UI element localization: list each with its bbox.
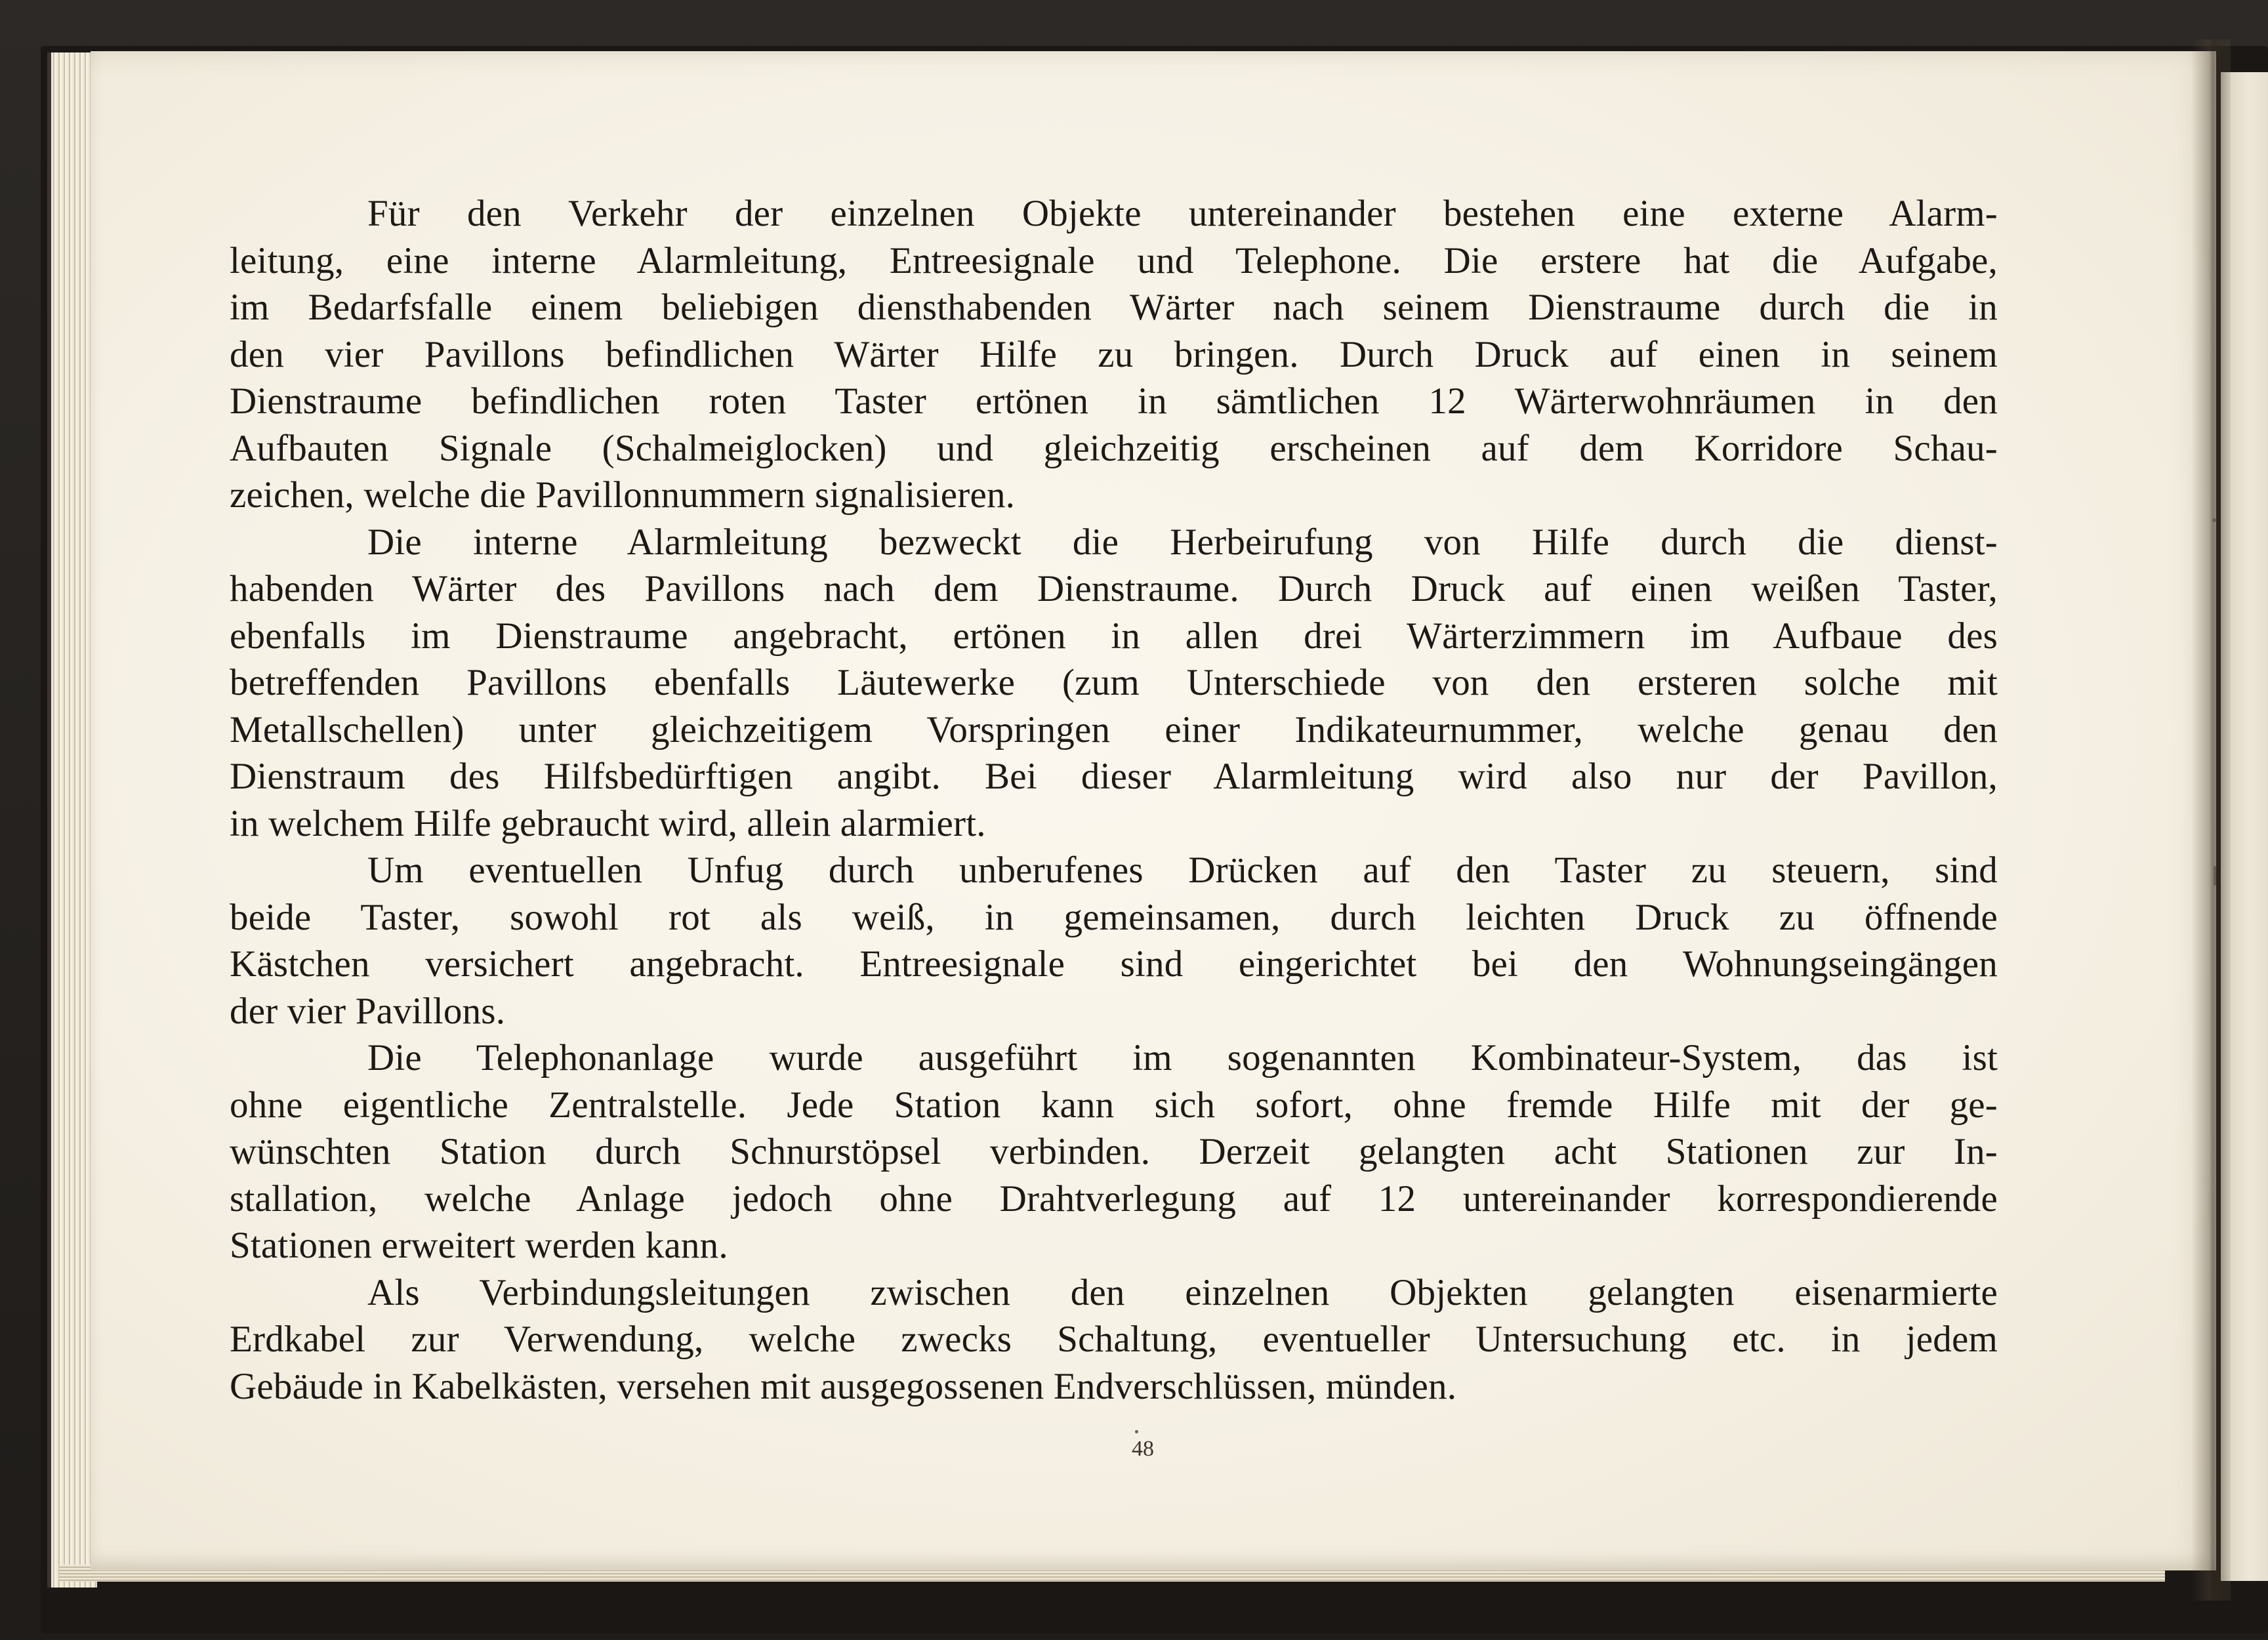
- text-line: Stationen erweitert werden kann.: [230, 1225, 728, 1266]
- text-line: beide Taster, sowohl rot als weiß, in gemeinsamen, durch leichten Druck zu öffnende: [230, 896, 1998, 938]
- body-text: [230, 190, 1998, 1410]
- text-line: Aufbauten Signale (Schalmeiglocken) und gleichzeitig erscheinen auf dem Korridore Schau-: [230, 427, 1998, 469]
- text-line: der vier Pavillons.: [230, 990, 506, 1032]
- text-line: Erdkabel zur Verwendung, welche zwecks Schaltung, eventueller Untersuchung etc. in jedem: [230, 1319, 1998, 1360]
- paper-speck: [2214, 866, 2216, 886]
- paragraph: [230, 519, 1998, 848]
- text-line: Kästchen versichert angebracht. Entreesignale sind eingerichtet bei den Wohnungseingängen: [230, 943, 1998, 985]
- text-line: Die interne Alarmleitung bezweckt die Herbeirufung von Hilfe durch die dienst-: [367, 521, 1998, 563]
- text-line: Die Telephonanlage wurde ausgeführt im sogenannten Kombinateur-System, das ist: [367, 1037, 1998, 1078]
- paper-speck: [1135, 1430, 1138, 1433]
- text-line: habenden Wärter des Pavillons nach dem Dienstraume. Durch Druck auf einen weißen Taster,: [230, 568, 1998, 609]
- page-stack-left-edge: [47, 52, 97, 1588]
- text-line: Als Verbindungsleitungen zwischen den einzelnen Objekten gelangten eisenarmierte: [367, 1271, 1998, 1313]
- text-line: leitung, eine interne Alarmleitung, Entreesignale und Telephone. Die erstere hat die Aufgabe,: [230, 239, 1998, 281]
- paragraph: [230, 1269, 1998, 1410]
- text-line: Für den Verkehr der einzelnen Objekte untereinander bestehen eine externe Alarm-: [367, 193, 1998, 234]
- text-line: zeichen, welche die Pavillonnummern signalisieren.: [230, 474, 1016, 516]
- text-line: den vier Pavillons befindlichen Wärter Hilfe zu bringen. Durch Druck auf einen in seinem: [230, 333, 1998, 375]
- text-line: stallation, welche Anlage jedoch ohne Drahtverlegung auf 12 untereinander korrespondierende: [230, 1178, 1998, 1220]
- text-line: wünschten Station durch Schnurstöpsel verbinden. Derzeit gelangten acht Stationen zur In-: [230, 1131, 1998, 1172]
- text-line: Metallschellen) unter gleichzeitigem Vorspringen einer Indikateurnummer, welche genau den: [230, 708, 1998, 750]
- text-line: in welchem Hilfe gebraucht wird, allein alarmiert.: [230, 802, 986, 844]
- text-line: ohne eigentliche Zentralstelle. Jede Station kann sich sofort, ohne fremde Hilfe mit der ge-: [230, 1084, 1998, 1126]
- paragraph: [230, 190, 1998, 519]
- text-line: Dienstraume befindlichen roten Taster ertönen in sämtlichen 12 Wärterwohnräumen in den: [230, 380, 1998, 422]
- text-line: im Bedarfsfalle einem beliebigen diensthabenden Wärter nach seinem Dienstraume durch die in: [230, 287, 1998, 328]
- book-gutter: [2191, 39, 2231, 1601]
- paper-speck: [2212, 518, 2216, 522]
- text-line: Gebäude in Kabelkästen, versehen mit ausgegossenen Endverschlüssen, münden.: [230, 1365, 1457, 1407]
- text-line: ebenfalls im Dienstraume angebracht, ertönen in allen drei Wärterzimmern im Aufbaue des: [230, 615, 1998, 657]
- paragraph: [230, 1035, 1998, 1269]
- text-line: betreffenden Pavillons ebenfalls Läutewerke (zum Unterschiede von den ersteren solche mit: [230, 662, 1998, 703]
- page-number: 48: [1132, 1437, 1154, 1461]
- text-line: Dienstraum des Hilfsbedürftigen angibt. Bei dieser Alarmleitung wird also nur der Pavillon,: [230, 756, 1998, 797]
- text-line: Um eventuellen Unfug durch unberufenes Drücken auf den Taster zu steuern, sind: [367, 850, 1998, 891]
- paragraph: [230, 847, 1998, 1035]
